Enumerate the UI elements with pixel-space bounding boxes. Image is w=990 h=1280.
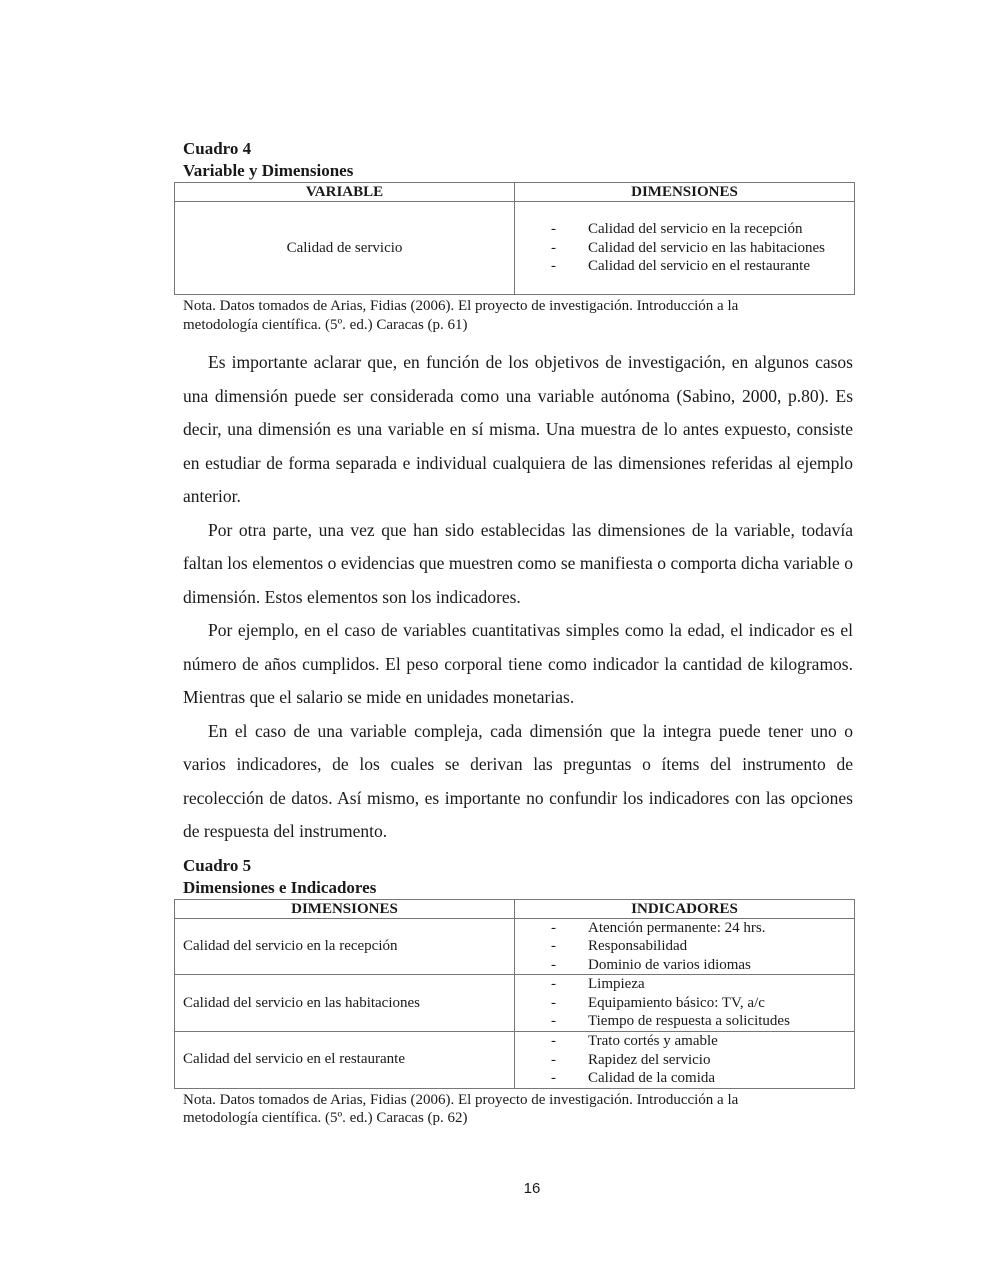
indicators-cell bbox=[515, 1032, 855, 1089]
dimension-cell: Calidad del servicio en la recepción bbox=[175, 918, 515, 975]
table2-note bbox=[183, 1091, 853, 1128]
column-header-dimensions: DIMENSIONES bbox=[515, 183, 855, 202]
table1-note-line: Nota. Datos tomados de Arias, Fidias (2006). El proyecto de investigación. Introducción a la bbox=[183, 298, 739, 314]
table1-note-line: metodología científica. (5º. ed.) Caracas (p. 61) bbox=[183, 316, 468, 333]
page-number: 16 bbox=[523, 1180, 541, 1197]
list-item: - Calidad del servicio en la recepción bbox=[551, 220, 846, 239]
table-row bbox=[175, 975, 855, 1032]
list-item: - Responsabilidad bbox=[551, 937, 846, 956]
table1-caption-title: Variable y Dimensiones bbox=[183, 161, 354, 180]
table-row bbox=[175, 202, 855, 295]
dimension-cell: Calidad del servicio en las habitaciones bbox=[175, 975, 515, 1032]
table-header-row bbox=[175, 899, 855, 918]
list-item: - Tiempo de respuesta a solicitudes bbox=[551, 1012, 846, 1031]
table2-caption-title: Dimensiones e Indicadores bbox=[183, 877, 377, 897]
table-header-row bbox=[175, 183, 855, 202]
dimensions-indicators-table bbox=[174, 899, 855, 1089]
table-row bbox=[175, 1032, 855, 1089]
indicators-cell bbox=[515, 975, 855, 1032]
list-item: - Limpieza bbox=[551, 975, 846, 994]
paragraph: En el caso de una variable compleja, cada dimensión que la integra puede tener uno o varios indicadores, de los cuales se derivan las preguntas o ítems del instrumento de recolección de datos. Así mismo, es importante no confundir los indicadores con las opciones de respuesta del instrumento. bbox=[183, 720, 853, 841]
table1-note bbox=[183, 297, 853, 334]
list-item: - Calidad del servicio en el restaurante bbox=[551, 257, 846, 276]
paragraph: Por ejemplo, en el caso de variables cuantitativas simples como la edad, el indicador es el número de años cumplidos. El peso corporal tiene como indicador la cantidad de kilogramos. Mientras que el salario se mide en unidades monetarias. bbox=[183, 620, 853, 707]
indicators-cell bbox=[515, 918, 855, 975]
list-item: - Equipamiento básico: TV, a/c bbox=[551, 994, 846, 1013]
table2-caption-number: Cuadro 5 bbox=[183, 855, 252, 875]
paragraph: Por otra parte, una vez que han sido establecidas las dimensiones de la variable, todavía faltan los elementos o evidencias que muestren como se manifiesta o comporta dicha variable o dimensión. Estos elementos son los indicadores. bbox=[183, 519, 853, 607]
variable-cell: Calidad de servicio bbox=[175, 202, 515, 295]
table2-note-line: Nota. Datos tomados de Arias, Fidias (2006). El proyecto de investigación. Introducción a la bbox=[183, 1091, 739, 1108]
indicators-list bbox=[523, 919, 846, 975]
table1-caption-number: Cuadro 4 bbox=[183, 139, 252, 158]
list-item: - Atención permanente: 24 hrs. bbox=[551, 919, 846, 938]
variable-dimensions-table bbox=[174, 182, 855, 295]
dimension-cell: Calidad del servicio en el restaurante bbox=[175, 1032, 515, 1089]
page-content bbox=[183, 138, 853, 1128]
list-item: - Dominio de varios idiomas bbox=[551, 956, 846, 975]
list-item: - Calidad del servicio en las habitaciones bbox=[551, 239, 846, 258]
column-header-dimensions: DIMENSIONES bbox=[175, 899, 515, 918]
table-row bbox=[175, 918, 855, 975]
column-header-variable: VARIABLE bbox=[175, 183, 515, 202]
list-item: - Trato cortés y amable bbox=[551, 1032, 846, 1051]
table2-note-line: metodología científica. (5º. ed.) Caracas (p. 62) bbox=[183, 1110, 468, 1127]
body-text bbox=[183, 346, 853, 849]
column-header-indicators: INDICADORES bbox=[515, 899, 855, 918]
indicators-list bbox=[523, 975, 846, 1031]
dimensions-cell bbox=[515, 202, 855, 295]
list-item: - Calidad de la comida bbox=[551, 1069, 846, 1088]
dimensions-list bbox=[523, 220, 846, 276]
indicators-list bbox=[523, 1032, 846, 1088]
paragraph: Es importante aclarar que, en función de los objetivos de investigación, en algunos casos una dimensión puede ser considerada como una variable autónoma (Sabino, 2000, p.80). Es decir, una dimensión es una variable en sí misma. Una muestra de lo antes expuesto, consiste en estudiar de forma separada e individual cualquiera de las dimensiones referidas al ejemplo anterior. bbox=[183, 352, 853, 506]
list-item: - Rapidez del servicio bbox=[551, 1051, 846, 1070]
